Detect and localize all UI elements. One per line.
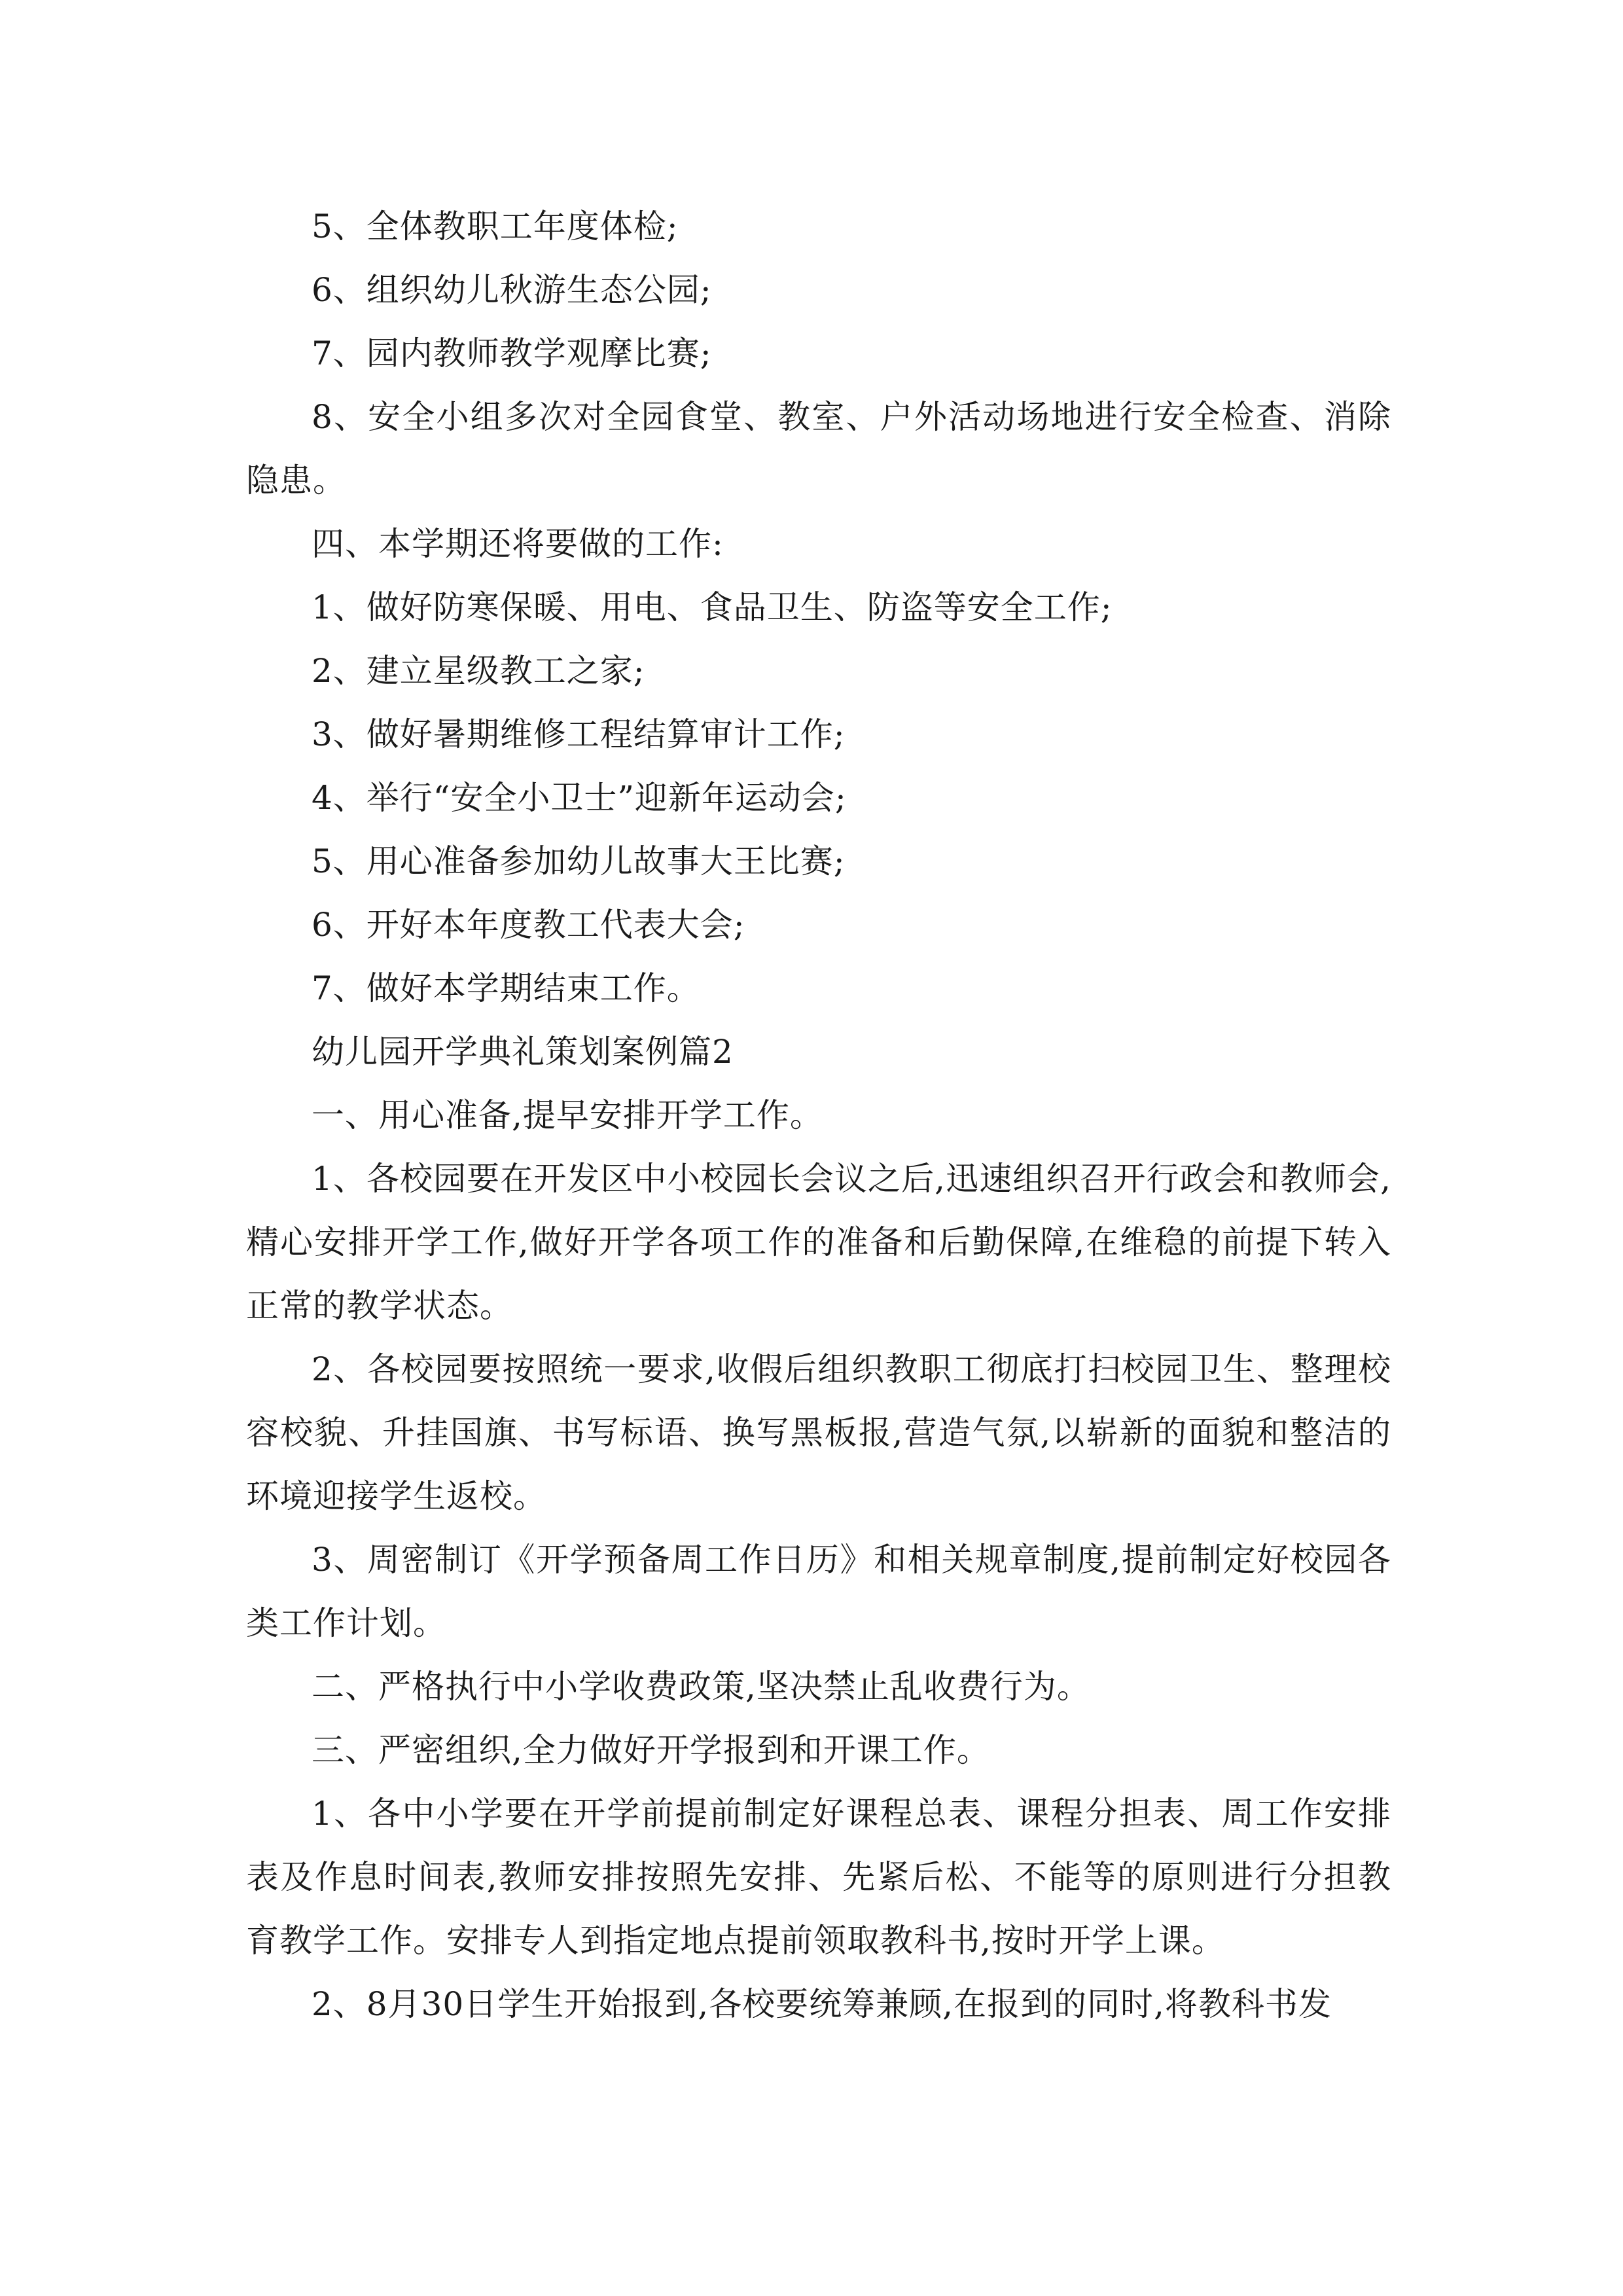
section-heading: 一、用心准备,提早安排开学工作。 — [312, 1096, 823, 1134]
list-item: 2、各校园要按照统一要求,收假后组织教职工彻底打扫校园卫生、整理校容校貌、升挂国旗、书写标语、换写黑板报,营造气氛,以崭新的面貌和整洁的环境迎接学生返校。 — [246, 1350, 1391, 1515]
list-item: 3、做好暑期维修工程结算审计工作; — [312, 715, 846, 753]
list-item: 1、各校园要在开发区中小校园长会议之后,迅速组织召开行政会和教师会,精心安排开学工作,做好开学各项工作的准备和后勤保障,在维稳的前提下转入正常的教学状态。 — [246, 1160, 1391, 1325]
list-item: 7、做好本学期结束工作。 — [312, 969, 700, 1007]
list-item: 6、组织幼儿秋游生态公园; — [312, 271, 712, 309]
list-item: 2、8月30日学生开始报到,各校要统筹兼顾,在报到的同时,将教科书发 — [312, 1985, 1332, 2023]
list-item: 4、举行“安全小卫士”迎新年运动会; — [312, 779, 847, 817]
article-title: 幼儿园开学典礼策划案例篇2 — [312, 1033, 734, 1071]
section-heading: 二、严格执行中小学收费政策,坚决禁止乱收费行为。 — [312, 1668, 1090, 1706]
list-item: 8、安全小组多次对全园食堂、教室、户外活动场地进行安全检查、消除隐患。 — [246, 398, 1391, 499]
list-item: 1、做好防寒保暖、用电、食品卫生、防盗等安全工作; — [312, 588, 1113, 626]
section-heading: 三、严密组织,全力做好开学报到和开课工作。 — [312, 1731, 990, 1769]
list-item: 6、开好本年度教工代表大会; — [312, 906, 745, 944]
list-item: 1、各中小学要在开学前提前制定好课程总表、课程分担表、周工作安排表及作息时间表,教师安排按照先安排、先紧后松、不能等的原则进行分担教育教学工作。安排专人到指定地点提前领取教科书,按时开学上课。 — [246, 1795, 1391, 1960]
list-item: 5、全体教职工年度体检; — [312, 207, 679, 245]
list-item: 5、用心准备参加幼儿故事大王比赛; — [312, 842, 846, 880]
list-item: 7、园内教师教学观摩比赛; — [312, 334, 712, 372]
section-heading: 四、本学期还将要做的工作: — [312, 525, 724, 563]
list-item: 2、建立星级教工之家; — [312, 652, 645, 690]
list-item: 3、周密制订《开学预备周工作日历》和相关规章制度,提前制定好校园各类工作计划。 — [246, 1541, 1391, 1642]
document-body — [246, 195, 1391, 2036]
